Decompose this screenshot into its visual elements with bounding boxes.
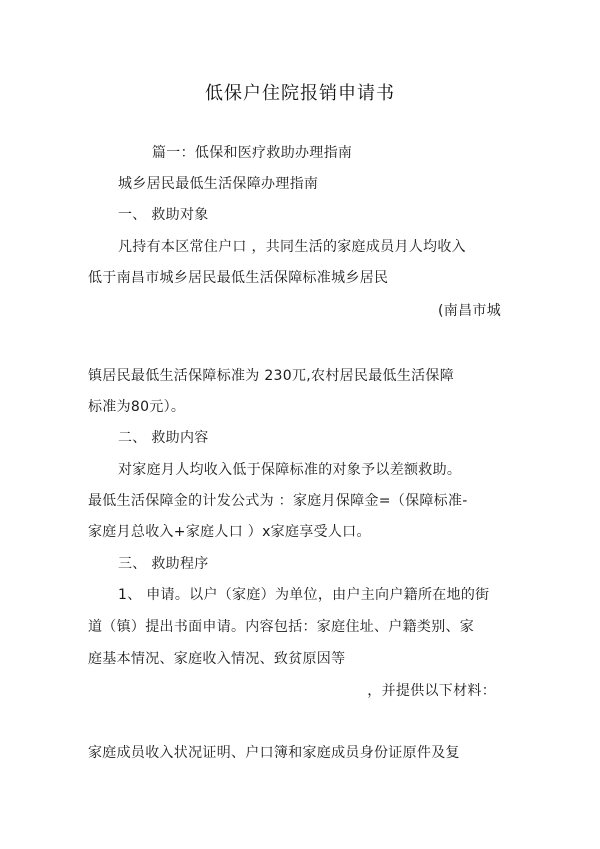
section-3-paragraph-line: 道（镇）提出书面申请。内容包括：家庭住址、户籍类别、家: [88, 619, 475, 635]
section-2-heading: 二、 救助内容: [118, 430, 209, 446]
section-2-paragraph-line: 最低生活保障金的计发公式为 ：家庭月保障金=（保障标准-: [88, 493, 468, 509]
section-3-paragraph-line: 庭基本情况、家庭收入情况、致贫原因等: [88, 651, 346, 667]
section-3-paragraph-line: 家庭成员收入状况证明、户口簿和家庭成员身份证原件及复: [88, 745, 460, 761]
document-title: 低保户住院报销申请书: [205, 83, 395, 104]
section-1-paragraph-line: 标准为80元）。: [88, 399, 186, 415]
section-1-heading: 一、 救助对象: [118, 207, 209, 223]
article-heading: 篇一：低保和医疗救助办理指南: [152, 145, 353, 161]
section-1-paragraph-line: 凡持有本区常住户口 ，共同生活的家庭成员月人均收入: [118, 239, 466, 255]
section-2-paragraph-line: 家庭月总收入+家庭人口 ）x家庭享受人口。: [88, 524, 371, 540]
section-1-paragraph-line: (南昌市城: [438, 303, 501, 319]
section-1-paragraph-line: 镇居民最低生活保障标准为 230兀,农村居民最低生活保障: [88, 368, 455, 384]
section-2-paragraph-line: 对家庭月人均收入低于保障标准的对象予以差额救助。: [118, 462, 462, 478]
section-3-paragraph-line: ，并提供以下材料：: [367, 683, 496, 699]
section-3-paragraph-line: 1、 申请。以户（家庭）为单位，由户主向户籍所在地的街: [118, 587, 490, 603]
guide-subheading: 城乡居民最低生活保障办理指南: [118, 176, 319, 192]
section-1-paragraph-line: 低于南昌市城乡居民最低生活保障标准城乡居民: [88, 270, 389, 286]
section-3-heading: 三、 救助程序: [118, 556, 209, 572]
